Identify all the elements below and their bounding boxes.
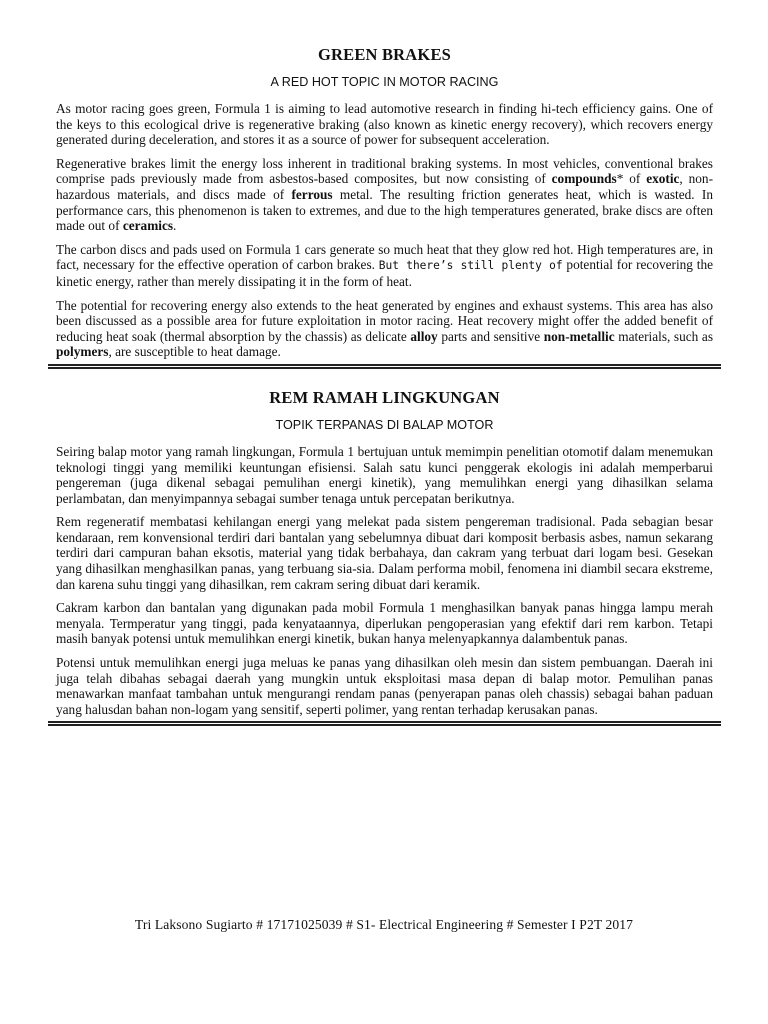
english-paragraph-2 bbox=[56, 156, 713, 234]
author-footer: Tri Laksono Sugiarto # 17171025039 # S1- Electrical Engineering # Semester I P2T 2017 bbox=[134, 917, 634, 932]
english-section bbox=[56, 44, 713, 360]
text-run: materials, such as bbox=[614, 328, 713, 344]
indonesian-paragraph-3: Cakram karbon dan bantalan yang digunakan pada mobil Formula 1 menghasilkan banyak panas hingga lampu merah menyala. Termperatur yang tinggi, pada kenyataannya, diperlukan pengoperasian yang efektif dari rem karbon. Tetapi masih banyak potensi untuk memulihkan energi kinetik, bukan hanya melenyapkannya dalambentuk panas. bbox=[56, 600, 713, 647]
english-paragraph-1: As motor racing goes green, Formula 1 is aiming to lead automotive research in finding hi-tech efficiency gains. One of the keys to this ecological drive is regenerative braking (also known as kinetic energy recovery), which recovers energy generated during deceleration, and stores it as a source of power for subsequent acceleration. bbox=[56, 101, 713, 148]
text-run: parts and sensitive bbox=[437, 328, 544, 344]
indonesian-paragraph-4: Potensi untuk memulihkan energi juga meluas ke panas yang dihasilkan oleh mesin dan sistem pembuangan. Daerah ini juga telah dibahas sebagai daerah yang mungkin untuk eksploitasi masa depan di balap motor. Pemulihan panas menawarkan manfaat tambahan untuk mengurangi rendam panas (penyerapan panas oleh chassis) sebagai bahan paduan yang halusdan bahan non-logam yang sensitif, seperti polimer, yang rentan terhadap kerusakan panas. bbox=[56, 655, 713, 717]
text-run-monospace: But there’s still plenty of bbox=[378, 259, 563, 273]
section-divider bbox=[48, 364, 721, 369]
indonesian-section bbox=[56, 387, 713, 718]
english-paragraph-3 bbox=[56, 242, 713, 290]
document-page bbox=[56, 44, 713, 726]
text-run: . bbox=[173, 218, 177, 234]
text-run: Regenerative brakes limit the energy loss inherent in traditional braking systems. In most vehicles, conventional brakes comprise pads previously made from asbestos-based composites, but now consisting of bbox=[56, 155, 713, 187]
indonesian-title: REM RAMAH LINGKUNGAN bbox=[269, 387, 500, 407]
footer-divider bbox=[48, 721, 721, 726]
text-run: * of bbox=[616, 171, 647, 187]
term-ceramics: ceramics bbox=[122, 218, 174, 234]
text-run: , non-hazardous materials, and discs made of bbox=[56, 171, 714, 202]
english-title: GREEN BRAKES bbox=[317, 45, 452, 64]
term-alloy: alloy bbox=[410, 328, 438, 344]
term-polymers: polymers bbox=[56, 344, 109, 360]
text-run: potential for recovering the kinetic energy, rather than merely dissipating it in the form of heat. bbox=[56, 257, 713, 289]
text-run: The potential for recovering energy also extends to the heat generated by engines and exhaust systems. This area has also been discussed as a possible area for future exploitation in motor racing. Heat recovery might offer the added benefit of reducing heat soak (thermal absorption by the chassis) as delicate bbox=[56, 297, 713, 344]
term-non-metallic: non-metallic bbox=[543, 328, 615, 344]
text-run: metal. The resulting friction generates heat, which is wasted. In performance cars, this phenomenon is taken to extremes, and due to the high temperatures generated, brake discs are often made out of bbox=[56, 186, 713, 234]
term-exotic: exotic bbox=[646, 171, 680, 187]
indonesian-subtitle: TOPIK TERPANAS DI BALAP MOTOR bbox=[275, 417, 494, 432]
term-ferrous: ferrous bbox=[291, 186, 333, 202]
text-run: The carbon discs and pads used on Formula 1 cars generate so much heat that they glow red hot. High temperatures are, in fact, necessary for the effective operation of carbon brakes. bbox=[56, 241, 713, 273]
indonesian-paragraph-2: Rem regeneratif membatasi kehilangan energi yang melekat pada sistem pengereman tradisional. Pada sebagian besar kendaraan, rem konvensional terdiri dari bantalan yang sebelumnya dibuat dari komposit berbasis asbes, namun sekarang terdiri dari campuran bahan eksotis, material yang tidak berbahaya, dan cakram yang terbuat dari logam besi. Gesekan yang dihasilkan menghasilkan panas, yang terbuang sia-sia. Dalam performa mobil, fenomena ini diambil secara ekstreme, dan karena suhu tinggi yang dihasilkan, rem cakram sering dibuat dari keramik. bbox=[56, 514, 713, 592]
text-run: , are susceptible to heat damage. bbox=[108, 344, 281, 360]
term-compounds: compounds bbox=[551, 171, 617, 187]
english-paragraph-4 bbox=[56, 298, 713, 360]
english-subtitle: A RED HOT TOPIC IN MOTOR RACING bbox=[270, 75, 499, 89]
indonesian-paragraph-1: Seiring balap motor yang ramah lingkungan, Formula 1 bertujuan untuk memimpin penelitian otomotif dalam menemukan teknologi tinggi yang memiliki keuntungan efisiensi. Salah satu kunci penggerak ekologis ini adalah memperbarui pengereman (juga dikenal sebagai pemulihan energi kinetik), yang memulihkan energi yang dihasilkan selama perlambatan, dan menyimpannya sebagai sumber tenaga untuk percepatan berikutnya. bbox=[56, 443, 713, 506]
